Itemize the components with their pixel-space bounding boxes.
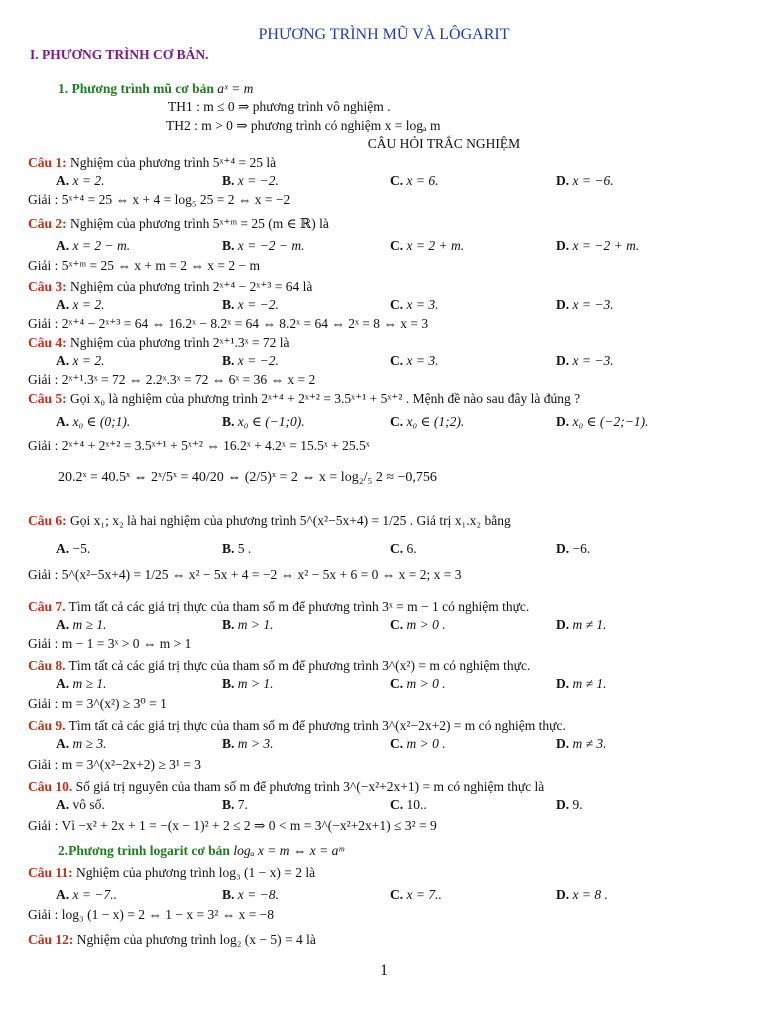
option-text: 7. [237,797,248,812]
solution: Giải : Vì −x² + 2x + 1 = −(x − 1)² + 2 ≤ 2 ⇒ 0 < m = 3^(−x²+2x+1) ≤ 3² = 9 [28,818,437,833]
option-text: x = 2 + m. [406,238,465,253]
subsection-formula: aˣ = m [217,81,254,96]
option-letter: D. [556,797,570,812]
question-text: Số giá trị nguyên của tham số m để phương trình 3^(−x²+2x+1) = m có nghiệm thực là [75,779,545,794]
option-letter: A. [56,797,70,812]
option-letter: B. [222,676,235,691]
option-text: m ≠ 3. [572,736,607,751]
option-text: x = 6. [406,173,439,188]
option-text: m ≥ 1. [72,676,107,691]
option-b[interactable] [222,675,274,693]
option-d[interactable] [556,296,614,314]
option-text: m ≠ 1. [572,617,607,632]
option-text: 9. [572,797,583,812]
solution-continued: 20.2ˣ = 40.5ˣ ⇔ 2ˣ/5ˣ = 40/20 ⇔ (2/5)ˣ = 2 ⇔ x = log₂/₅ 2 ≈ −0,756 [58,470,437,485]
option-letter: D. [556,676,570,691]
option-a[interactable] [56,172,104,190]
option-text: x = 2. [72,353,105,368]
subsection-label: 1. Phương trình mũ cơ bản [58,81,214,96]
option-b[interactable] [222,352,279,370]
option-text: 5 . [237,541,252,556]
option-letter: B. [222,353,235,368]
option-text: x₀ ∈ (0;1). [72,414,131,429]
option-text: −6. [572,541,591,556]
option-a[interactable] [56,540,90,558]
question-label: Câu 9. [28,718,66,733]
option-d[interactable] [556,675,607,693]
solution: Giải : 5^(x²−5x+4) = 1/25 ⇔ x² − 5x + 4 = −2 ⇔ x² − 5x + 6 = 0 ⇔ x = 2; x = 3 [28,567,462,582]
option-c[interactable] [390,413,464,431]
question-text: Tìm tất cả các giá trị thực của tham số m để phương trình 3ˣ = m − 1 có nghiệm thực. [68,599,530,614]
option-text: x = 3. [406,297,439,312]
question [28,390,580,408]
option-letter: D. [556,297,570,312]
subsection-label: 2.Phương trình logarit cơ bản [58,843,230,858]
question-text: Gọi x₁; x₂ là hai nghiệm của phương trình 5^(x²−5x+4) = 1/25 . Giá trị x₁.x₂ bằng [70,513,511,528]
question [28,864,315,882]
question-label: Câu 7. [28,599,66,614]
option-c[interactable] [390,237,464,255]
option-b[interactable] [222,886,279,904]
option-text: m > 0 . [406,736,446,751]
question-label: Câu 11: [28,865,73,880]
option-c[interactable] [390,616,446,634]
solution: Giải : m − 1 = 3ˣ > 0 ⇔ m > 1 [28,636,192,651]
option-letter: A. [56,887,70,902]
question-text: Nghiệm của phương trình 2ˣ⁺⁴ − 2ˣ⁺³ = 64 là [70,279,313,294]
option-text: x = −3. [572,353,614,368]
option-letter: B. [222,297,235,312]
option-d[interactable] [556,413,649,431]
option-letter: A. [56,297,70,312]
option-d[interactable] [556,540,590,558]
option-letter: B. [222,414,235,429]
option-text: x = −3. [572,297,614,312]
question-label: Câu 2: [28,216,67,231]
option-c[interactable] [390,296,438,314]
option-a[interactable] [56,296,104,314]
case-2: TH2 : m > 0 ⇒ phương trình có nghiệm x = logₐ m [166,118,441,133]
question [28,778,544,796]
option-a[interactable] [56,886,117,904]
question [28,657,530,675]
option-c[interactable] [390,735,446,753]
option-text: x₀ ∈ (1;2). [406,414,465,429]
option-letter: A. [56,173,70,188]
option-text: x = −7.. [72,887,117,902]
option-text: x = −8. [237,887,279,902]
option-d[interactable] [556,886,608,904]
option-letter: A. [56,541,70,556]
option-letter: D. [556,353,570,368]
option-letter: A. [56,736,70,751]
option-letter: D. [556,238,570,253]
option-text: x = 8 . [572,887,608,902]
option-text: x₀ ∈ (−2;−1). [572,414,649,429]
question [28,931,316,949]
case-1: TH1 : m ≤ 0 ⇒ phương trình vô nghiệm . [168,99,391,114]
option-letter: D. [556,414,570,429]
option-b[interactable] [222,413,305,431]
page-title: PHƯƠNG TRÌNH MŨ VÀ LÔGARIT [258,26,510,43]
option-letter: C. [390,173,404,188]
question [28,278,312,296]
option-text: x = 3. [406,353,439,368]
subsection-2 [58,842,344,860]
option-letter: D. [556,617,570,632]
option-letter: C. [390,297,404,312]
question-label: Câu 5: [28,391,67,406]
option-a[interactable] [56,352,104,370]
option-text: m > 0 . [406,676,446,691]
question-label: Câu 8. [28,658,66,673]
option-text: x = −2. [237,297,279,312]
option-text: −5. [72,541,91,556]
question [28,512,511,530]
solution: Giải : 5ˣ⁺ᵐ = 25 ⇔ x + m = 2 ⇔ x = 2 − m [28,258,260,273]
option-letter: C. [390,887,404,902]
solution: Giải : 5ˣ⁺⁴ = 25 ⇔ x + 4 = log₅ 25 = 2 ⇔ x = −2 [28,192,291,207]
solution: Giải : log₃ (1 − x) = 2 ⇔ 1 − x = 3² ⇔ x = −8 [28,907,275,922]
option-letter: A. [56,617,70,632]
option-a[interactable] [56,413,130,431]
option-text: x = −2. [237,353,279,368]
page-number: 1 [380,962,388,979]
option-text: x = 7.. [406,887,442,902]
question-text: Tìm tất cả các giá trị thực của tham số m để phương trình 3^(x²) = m có nghiệm thực. [68,658,531,673]
question-text: Nghiệm của phương trình log₃ (1 − x) = 2 là [76,865,316,880]
option-text: x = −2 − m. [237,238,305,253]
option-text: m ≥ 1. [72,617,107,632]
option-letter: C. [390,353,404,368]
option-letter: A. [56,353,70,368]
question-text: Nghiệm của phương trình log₂ (x − 5) = 4 là [76,932,316,947]
option-b[interactable] [222,796,248,814]
option-c[interactable] [390,172,438,190]
option-text: x = 2 − m. [72,238,131,253]
option-text: m > 3. [237,736,274,751]
option-letter: A. [56,414,70,429]
option-b[interactable] [222,237,304,255]
option-d[interactable] [556,352,614,370]
option-a[interactable] [56,237,130,255]
option-letter: C. [390,736,404,751]
question-label: Câu 3: [28,279,67,294]
option-d[interactable] [556,735,607,753]
option-b[interactable] [222,735,274,753]
option-letter: B. [222,617,235,632]
option-text: vô số. [72,797,105,812]
option-text: m > 1. [237,617,274,632]
subsection-formula: logₐ x = m ⇔ x = aᵐ [233,843,344,858]
option-letter: C. [390,414,404,429]
question [28,215,329,233]
option-letter: B. [222,887,235,902]
option-b[interactable] [222,172,279,190]
option-text: x₀ ∈ (−1;0). [237,414,305,429]
option-letter: D. [556,173,570,188]
option-b[interactable] [222,540,251,558]
mc-heading: CÂU HỎI TRẮC NGHIỆM [367,136,521,151]
question [28,334,290,352]
option-d[interactable] [556,616,607,634]
question-text: Tìm tất cả các giá trị thực của tham số m để phương trình 3^(x²−2x+2) = m có nghiệm thực. [68,718,566,733]
option-letter: C. [390,797,404,812]
option-text: x = −6. [572,173,614,188]
question-label: Câu 12: [28,932,74,947]
option-letter: D. [556,736,570,751]
option-letter: A. [56,676,70,691]
solution: Giải : 2ˣ⁺⁴ − 2ˣ⁺³ = 64 ⇔ 16.2ˣ − 8.2ˣ = 64 ⇔ 8.2ˣ = 64 ⇔ 2ˣ = 8 ⇔ x = 3 [28,316,429,331]
section-heading: I. PHƯƠNG TRÌNH CƠ BẢN. [30,47,209,62]
option-letter: B. [222,238,235,253]
option-d[interactable] [556,796,583,814]
question-label: Câu 10. [28,779,73,794]
option-text: x = −2 + m. [572,238,640,253]
option-b[interactable] [222,296,279,314]
option-text: x = 2. [72,173,105,188]
option-letter: B. [222,797,235,812]
option-a[interactable] [56,796,105,814]
solution: Giải : m = 3^(x²) ≥ 3⁰ = 1 [28,696,167,711]
question-text: Nghiệm của phương trình 5ˣ⁺⁴ = 25 là [70,155,277,170]
option-b[interactable] [222,616,274,634]
option-c[interactable] [390,540,417,558]
option-c[interactable] [390,352,438,370]
solution: Giải : 2ˣ⁺⁴ + 2ˣ⁺² = 3.5ˣ⁺¹ + 5ˣ⁺² ⇔ 16.2ˣ + 4.2ˣ = 15.5ˣ + 25.5ˣ [28,438,370,453]
option-c[interactable] [390,886,442,904]
question-label: Câu 1: [28,155,67,170]
option-c[interactable] [390,796,427,814]
option-a[interactable] [56,675,107,693]
solution: Giải : m = 3^(x²−2x+2) ≥ 3¹ = 3 [28,757,202,772]
option-text: m ≥ 3. [72,736,107,751]
option-letter: C. [390,541,404,556]
option-letter: D. [556,887,570,902]
question [28,154,276,172]
option-letter: D. [556,541,570,556]
question-label: Câu 4: [28,335,67,350]
option-letter: B. [222,173,235,188]
option-letter: C. [390,238,404,253]
option-letter: C. [390,617,404,632]
question-text: Nghiệm của phương trình 2ˣ⁺¹.3ˣ = 72 là [70,335,290,350]
option-letter: C. [390,676,404,691]
option-text: x = −2. [237,173,279,188]
option-d[interactable] [556,237,639,255]
option-letter: B. [222,736,235,751]
option-text: 10.. [406,797,427,812]
option-text: 6. [406,541,417,556]
option-a[interactable] [56,735,107,753]
option-a[interactable] [56,616,107,634]
option-text: m > 1. [237,676,274,691]
question-text: Nghiệm của phương trình 5ˣ⁺ᵐ = 25 (m ∈ ℝ) là [70,216,329,231]
option-letter: A. [56,238,70,253]
option-letter: B. [222,541,235,556]
option-c[interactable] [390,675,446,693]
option-text: x = 2. [72,297,105,312]
question [28,717,566,735]
option-d[interactable] [556,172,614,190]
question-text: Gọi x₀ là nghiệm của phương trình 2ˣ⁺⁴ + 2ˣ⁺² = 3.5ˣ⁺¹ + 5ˣ⁺² . Mệnh đề nào sau đây là đúng ? [70,391,581,406]
question-label: Câu 6: [28,513,67,528]
solution: Giải : 2ˣ⁺¹.3ˣ = 72 ⇔ 2.2ˣ.3ˣ = 72 ⇔ 6ˣ = 36 ⇔ x = 2 [28,372,316,387]
option-text: m > 0 . [406,617,446,632]
subsection-1 [58,80,253,98]
question [28,598,529,616]
option-text: m ≠ 1. [572,676,607,691]
